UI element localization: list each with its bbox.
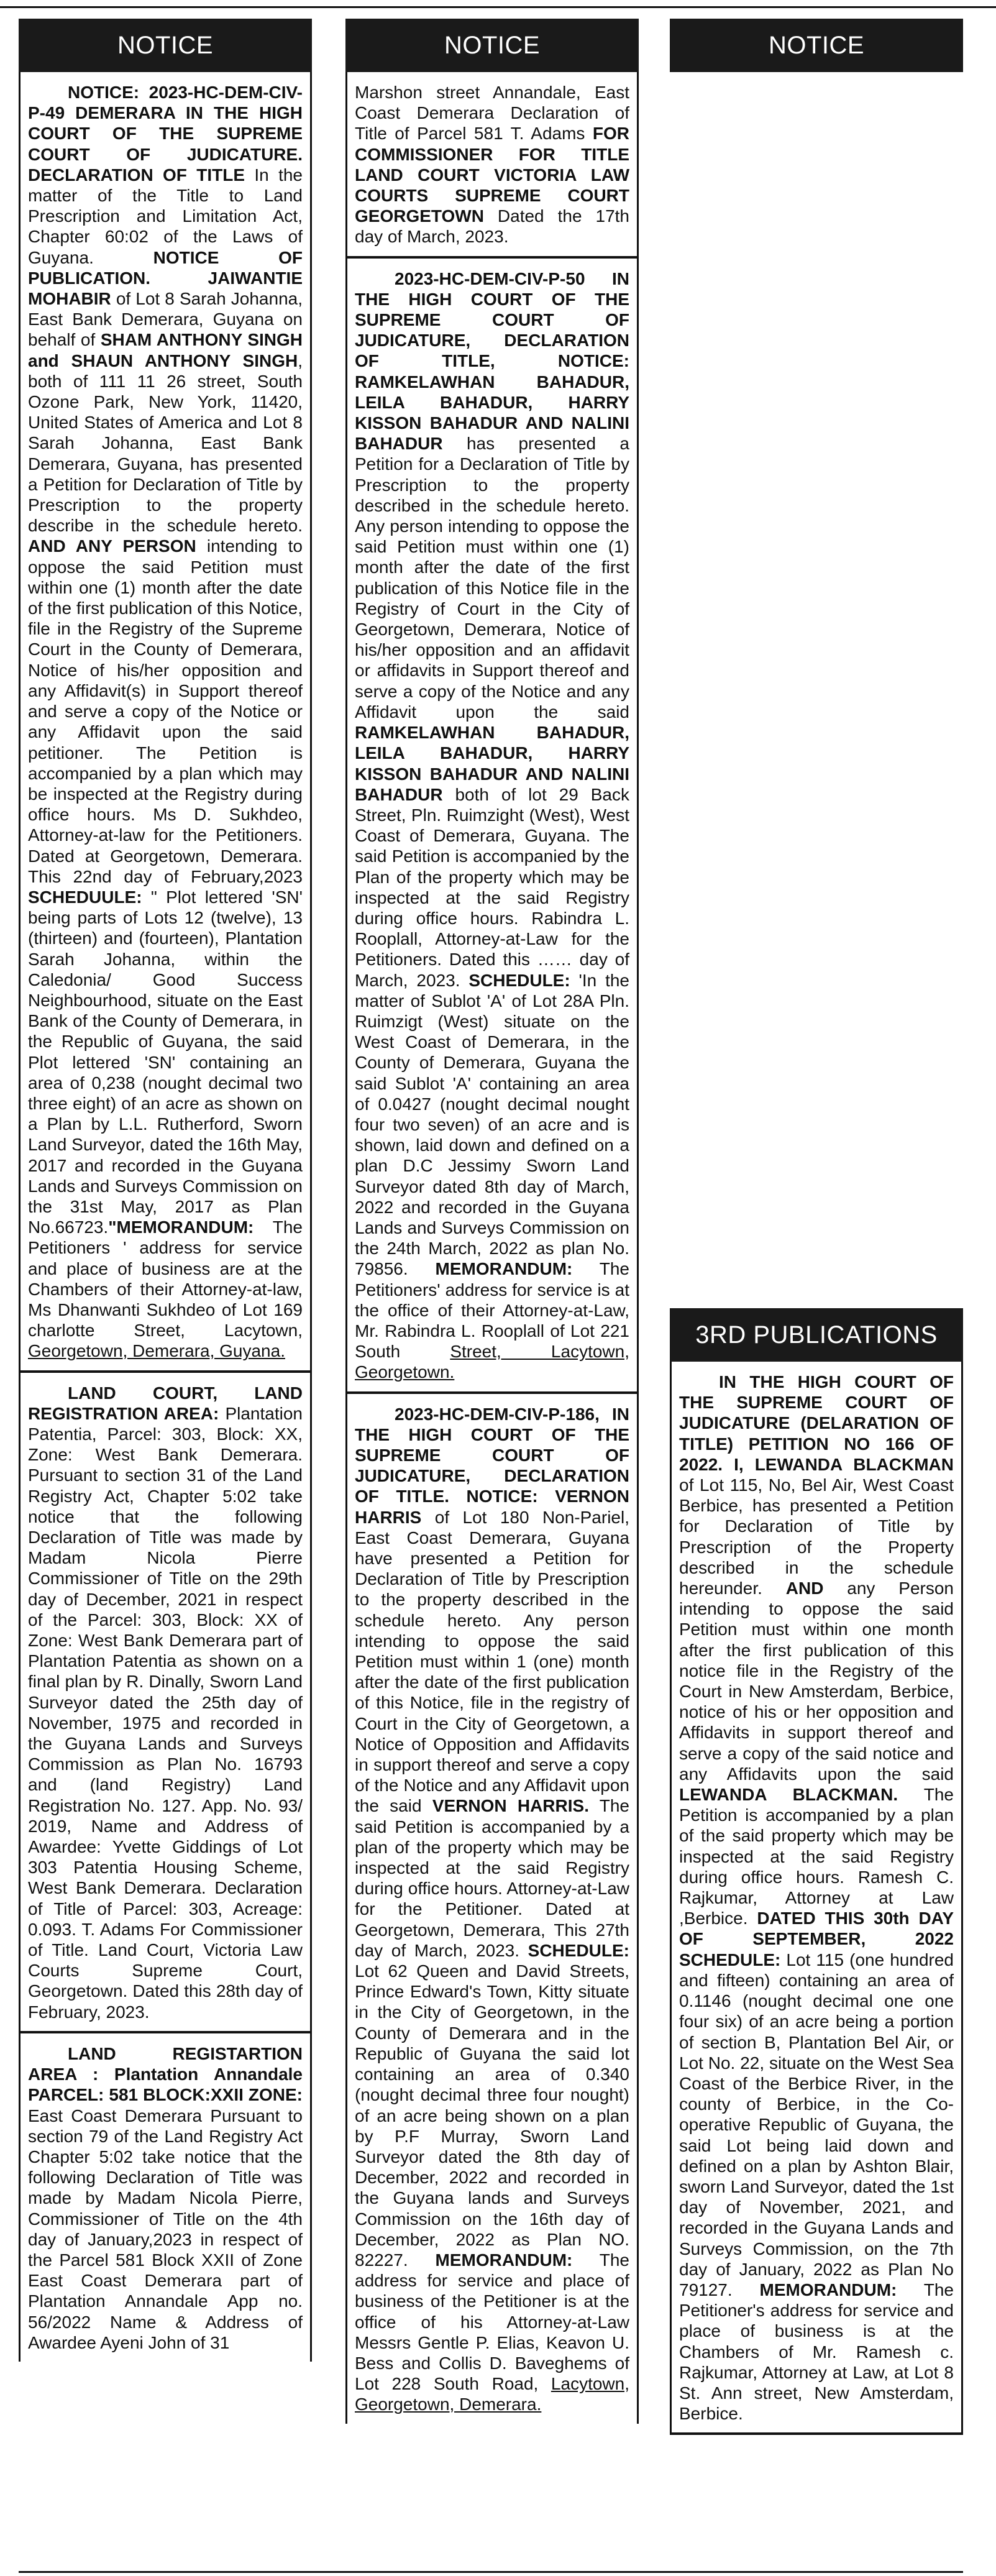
bold-run: RAMKELAWHAN BAHADUR, LEILA BAHADUR, HARRY KISSON BAHADUR AND NALINI BAHADUR bbox=[355, 723, 629, 804]
text-run: Plantation Patentia, Parcel: 303, Block: XX, Zone: West Bank Demerara. Pursuant to section 31 of the Land Registry Act, Chapter 5:02 take notice that the following Declaration of Title was made by Madam Nicola Pierre Commissioner of Title on the 29th day of December, 2021 in respect of the Parcel: 303, Block: XX of Zone: West Bank Demerara part of Plantation Patentia as shown on a final plan by R. Dinally, Sworn Land Surveyor dated the 25th day of November, 1975 and recorded in the Guyana Lands and Surveys Commission as Plan No. 16793 and (land Registry) Land Registration No. 127. App. No. 93/ 2019, Name and Address of Awardee: Yvette Giddings of Lot 303 Patentia Housing Scheme, West Bank Demerara. Declaration of Title of Parcel: 303, Acreage: 0.093. T. Adams For Commissioner of Title. Land Court, Victoria Law Courts Supreme Court, Georgetown. Dated this 28th day of February, 2023. bbox=[28, 1403, 303, 2022]
text-run: The address for service and place of business of the Petitioner is at the office of his Attorney-at-Law Messrs Gentle P. Elias, Keavon U. Bess and Collis D. Baveghems of Lot 228 South Road, bbox=[355, 2250, 629, 2394]
bold-run: LAND COURT, LAND REGISTRATION AREA: bbox=[28, 1383, 303, 1423]
notice-land-registration-annandale bbox=[21, 2033, 310, 2362]
column-2 bbox=[345, 19, 639, 2424]
underlined-run: Georgetown, Demerara, Guyana. bbox=[28, 1341, 285, 1361]
bold-run: "MEMORANDUM: bbox=[108, 1217, 254, 1237]
text-run: Dated the 17th day of March, 2023. bbox=[355, 206, 629, 247]
text-run: both of lot 29 Back Street, Pln. Ruimzight (West), West Coast of Demerara, Guyana. The said Petition is accompanied by the Plan of the property which may be inspected at the said Registry during office hours. Rabindra L. Rooplall, Attorney-at-Law for the Petitioners. Dated this …… day of March, 2023. bbox=[355, 784, 629, 990]
text-run: In the matter of the Title to Land Prescription and Limitation Act, Chapter 60:02 of the Laws of Guyana. bbox=[28, 165, 303, 267]
bold-run: AND ANY PERSON bbox=[28, 536, 196, 556]
text-run: The said Petition is accompanied by a plan of the property which may be inspected at the said Registry during office hours. Attorney-at-Law for the Petitioner. Dated at Georgetown, Demerara, This 27th day of March, 2023. bbox=[355, 1796, 629, 1960]
text-run: The Petitioners' address for service is at the office of their Attorney-at-Law, Mr. Rabindra L. Rooplall of Lot 221 South bbox=[355, 1259, 629, 1362]
bold-run: DATED THIS 30th DAY OF SEPTEMBER, 2022 SCHEDULE: bbox=[679, 1909, 954, 1969]
text-run: has presented a Petition for a Declaration of Title by Prescription to the property described in the schedule hereto. Any person intending to oppose the said Petition must within one (1) month after the date of the first publication of this Notice file in the Registry of Court in the City of Georgetown, Demerara, Notice of his/her opposition and an affidavit or affidavits in Support thereof and serve a copy of the Notice and any Affidavit upon the said bbox=[355, 434, 629, 722]
bold-run: AND bbox=[785, 1579, 824, 1598]
column-3 bbox=[670, 19, 963, 72]
notice-header-3: NOTICE bbox=[670, 19, 963, 72]
underlined-run: Street, Lacytown, Georgetown. bbox=[355, 1342, 629, 1382]
column-3-body bbox=[670, 1362, 963, 2435]
column-2-body bbox=[345, 72, 639, 2424]
bold-run: LEWANDA BLACKMAN. bbox=[679, 1785, 898, 1805]
text-run: of Lot 8 Sarah Johanna, East Bank Demerara, Guyana on behalf of bbox=[28, 289, 303, 350]
text-run: Marshon street Annandale, East Coast Demerara Declaration of Title of Parcel 581 T. Adams bbox=[355, 83, 629, 144]
bold-run: NOTICE OF PUBLICATION. JAIWANTIE MOHABIR bbox=[28, 247, 303, 309]
bold-run: SCHEDULE: bbox=[468, 970, 570, 990]
text-run: of Lot 180 Non-Pariel, East Coast Demerara, Guyana have presented a Petition for Declaration of Title by Prescription to the property described in the schedule hereto. Any person intending to oppose the said Petition must within 1 (one) month after the date of the first publication of this Notice, file in the registry of Court in the City of Georgetown, a Notice of Opposition and Affidavits in support thereof and serve a copy of the Notice and any Affidavit upon the said bbox=[355, 1507, 629, 1816]
bold-run: SHAM ANTHONY SINGH and SHAUN ANTHONY SINGH bbox=[28, 330, 303, 370]
bold-run: IN THE HIGH COURT OF THE SUPREME COURT OF JUDICATURE (DELARATION OF TITLE) PETITION NO 166 OF 2022. I, LEWANDA BLACKMAN bbox=[679, 1372, 954, 1474]
text-run: , both of 111 11 26 street, South Ozone Park, New York, 11420, United States of America and Lot 8 Sarah Johanna, East Bank Demerara, Guyana, has presented a Petition for Declaration of Title by Prescription to the property describe in the schedule hereto. bbox=[28, 351, 303, 536]
text-run: Lot 115 (one hundred and fifteen) containing an area of 0.1146 (nought decimal one one four six) of an acre being a portion of section B, Plantation Bel Air, or Lot No. 22, situate on the West Sea Coast of the Berbice River, in the county of Berbice, in the Co-operative Republic of Guyana, the said Lot being laid down and defined on a plan by Ashton Blair, sworn Land Surveyor, dated the 1st day of November, 2021, and recorded in the Guyana Lands and Surveys Commission, on the 7th day of January, 2022 as Plan No 79127. bbox=[679, 1950, 954, 2299]
bold-run: VERNON HARRIS. bbox=[432, 1796, 589, 1816]
text-run: of Lot 115, No, Bel Air, West Coast Berbice, has presented a Petition for Declaration of Title by Prescription of the Property described in the schedule hereunder. bbox=[679, 1475, 954, 1598]
notice-annandale-continued bbox=[347, 72, 637, 259]
notice-2023-hc-dem-civ-p-50 bbox=[347, 259, 637, 1394]
bold-run: 2023-HC-DEM-CIV-P-50 IN THE HIGH COURT OF THE SUPREME COURT OF JUDICATURE, DECLARATION OF TITLE, NOTICE: RAMKELAWHAN BAHADUR, LEILA BAHADUR, HARRY KISSON BAHADUR AND NALINI BAHADUR bbox=[355, 268, 629, 454]
top-rule bbox=[0, 6, 996, 8]
bold-run: LAND REGISTARTION AREA : Plantation Annandale PARCEL: 581 BLOCK:XXII ZONE: bbox=[28, 2043, 303, 2105]
bold-run: MEMORANDUM: bbox=[435, 2250, 573, 2270]
third-publications-block bbox=[670, 1308, 963, 2435]
bold-run: NOTICE: 2023-HC-DEM-CIV-P-49 DEMERARA IN THE HIGH COURT OF THE SUPREME COURT OF JUDICATURE. DECLARATION OF TITLE bbox=[28, 83, 303, 185]
text-run: The Petitioners ' address for service and place of business are at the Chambers of their Attorney-at-law, Ms Dhanwanti Sukhdeo of Lot 169 charlotte Street, Lacytown, bbox=[28, 1217, 303, 1341]
notice-header-2: NOTICE bbox=[345, 19, 639, 72]
bold-run: SCHEDUULE: bbox=[28, 887, 142, 907]
bold-run: SCHEDULE: bbox=[528, 1940, 629, 1960]
third-publications-header: 3RD PUBLICATIONS bbox=[670, 1308, 963, 1362]
text-run: The Petition is accompanied by a plan of the said property which may be inspected at the said Registry during office hours. Ramesh C. Rajkumar, Attorney at Law ,Berbice. bbox=[679, 1785, 954, 1928]
bold-run: MEMORANDUM: bbox=[759, 2280, 897, 2299]
bold-run: FOR COMMISSIONER FOR TITLE LAND COURT VICTORIA LAW COURTS SUPREME COURT GEORGETOWN bbox=[355, 124, 629, 226]
text-run: " Plot lettered 'SN' being parts of Lots 12 (twelve), 13 (thirteen) and (fourteen), Plantation Sarah Johanna, within the Caledonia/ Good Success Neighbourhood, situate on the East Bank of the County of Demerara, in the Republic of Guyana, the said Plot lettered 'SN' containing an area of 0,238 (nought decimal two three eight) of an acre as shown on a Plan by L.L. Rutherford, Sworn Land Surveyor, dated the 16th May, 2017 and recorded in the Guyana Lands and Surveys Commission on the 31st May, 2017 as Plan No.66723. bbox=[28, 887, 303, 1237]
text-run: 'In the matter of Sublot 'A' of Lot 28A Pln. Ruimzigt (West) situate on the West Coast of Demerara, in the County of Demerara, Guyana the said Sublot 'A' containing an area of 0.0427 (nought decimal nought four two seven) of an acre and is shown, laid down and defined on a plan D.C Jessimy Sworn Land Surveyor dated 8th day of March, 2022 and recorded in the Guyana Lands and Surveys Commission on the 24th March, 2022 as plan No. 79856. bbox=[355, 970, 629, 1279]
text-run: any Person intending to oppose the said Petition must within one month after the first publication of this notice file in the Registry of the Court in New Amsterdam, Berbice, notice of his or her opposition and Affidavits in support thereof and serve a copy of the said notice and any Affidavits upon the said bbox=[679, 1579, 954, 1784]
notice-2023-hc-dem-civ-p-49 bbox=[21, 72, 310, 1373]
column-1-body bbox=[19, 72, 312, 2362]
notice-header-1: NOTICE bbox=[19, 19, 312, 72]
text-run: intending to oppose the said Petition must within one (1) month after the date of the first publication of this Notice, file in the Registry of the Supreme Court in the County of Demerara, Notice of his/her opposition and any Affidavit(s) in Support thereof and serve a copy of the Notice or any Affidavit upon the said petitioner. The Petition is accompanied by a plan which may be inspected at the Registry during office hours. Ms D. Sukhdeo, Attorney-at-law for the Petitioners. Dated at Georgetown, Demerara. This 22nd day of February,2023 bbox=[28, 536, 303, 886]
column-1 bbox=[19, 19, 312, 2362]
bold-run: MEMORANDUM: bbox=[435, 1259, 573, 1279]
notice-petition-166-of-2022 bbox=[672, 1362, 961, 2435]
text-run: Lot 62 Queen and David Streets, Prince Edward's Town, Kitty situate in the City of Georgetown, in the County of Demerara and in the Republic of Guyana the said lot containing an area of 0.340 (nought decimal three four nought) of an acre being shown on a plan by P.F Murray, Sworn Land Surveyor dated the 8th day of December, 2022 and recorded in the Guyana lands and Surveys Commission on the 16th day of December, 2022 as Plan NO. 82227. bbox=[355, 1961, 629, 2270]
text-run: East Coast Demerara Pursuant to section 79 of the Land Registry Act Chapter 5:02 take notice that the following Declaration of Title was made by Madam Nicola Pierre, Commissioner of Title on the 4th day of January,2023 in respect of the Parcel 581 Block XXII of Zone East Coast Demerara part of Plantation Annandale App no. 56/2022 Name & Address of Awardee Ayeni John of 31 bbox=[28, 2106, 303, 2352]
bold-run: 2023-HC-DEM-CIV-P-186, IN THE HIGH COURT OF THE SUPREME COURT OF JUDICATURE, DECLARATION OF TITLE. NOTICE: VERNON HARRIS bbox=[355, 1404, 629, 1527]
bottom-rule bbox=[19, 2571, 963, 2573]
notice-land-court-patentia bbox=[21, 1373, 310, 2033]
text-run: The Petitioner's address for service and place of business is at the Chambers of Mr. Ramesh c. Rajkumar, Attorney at Law, at Lot 8 St. Ann street, New Amsterdam, Berbice. bbox=[679, 2280, 954, 2424]
underlined-run: Lacytown, Georgetown, Demerara. bbox=[355, 2374, 629, 2414]
notice-2023-hc-dem-civ-p-186 bbox=[347, 1394, 637, 2424]
